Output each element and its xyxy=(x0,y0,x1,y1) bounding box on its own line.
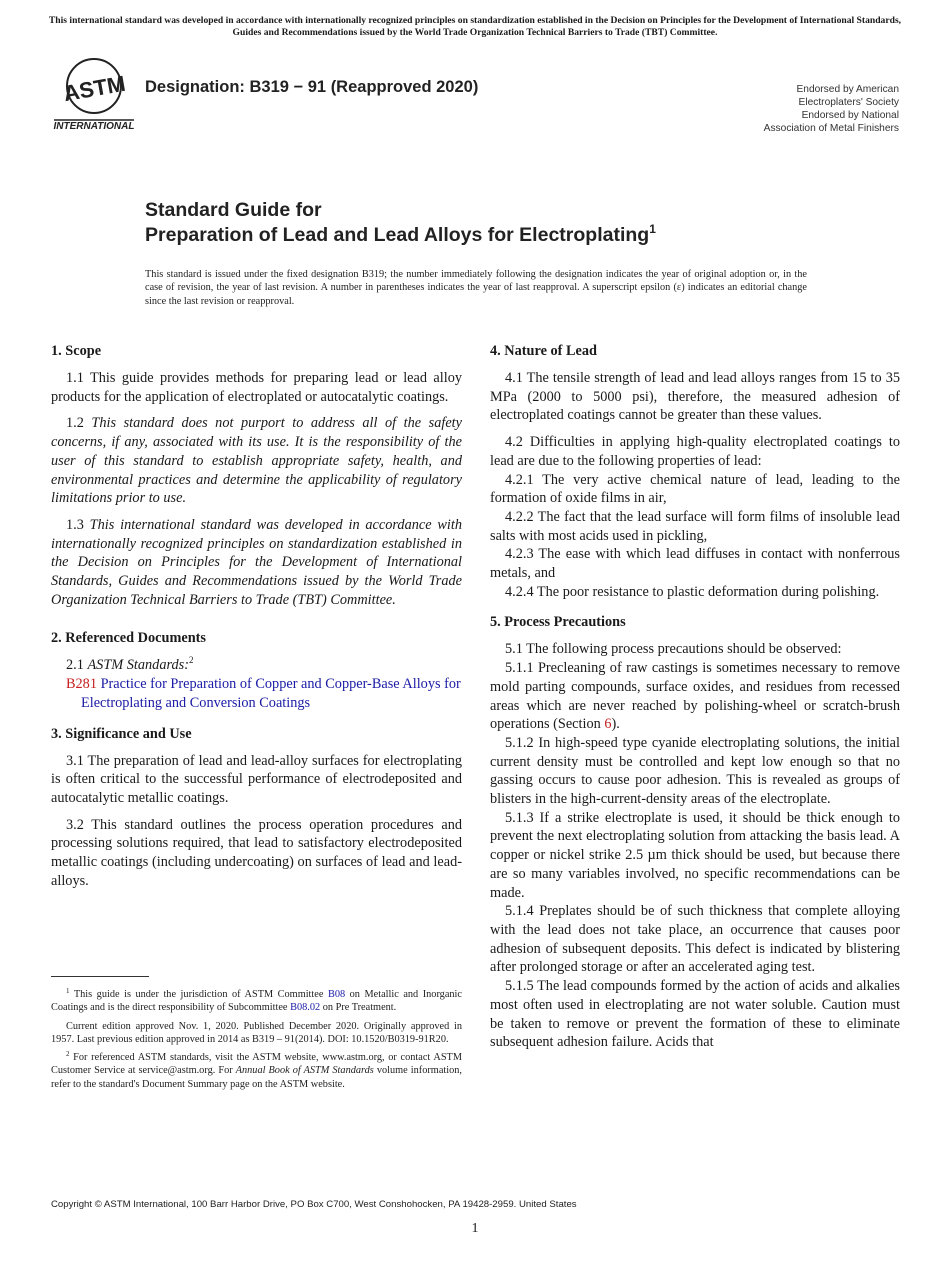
paragraph-4-2-2: 4.2.2 The fact that the lead surface will form films of insoluble lead salts with most acids used in pickling, xyxy=(490,508,900,544)
title-line-2 xyxy=(145,223,845,248)
footnote-text: volume information, refer to the standard's Document Summary page on the ASTM website. xyxy=(51,1065,462,1090)
paragraph-5-1: 5.1 The following process precautions should be observed: xyxy=(505,641,842,658)
paragraph-4-2: 4.2 Difficulties in applying high-quality electroplated coatings to lead are due to the following properties of lead: xyxy=(490,434,900,469)
footnotes xyxy=(51,988,462,1096)
section-link[interactable]: 6 xyxy=(604,716,612,733)
para-text: 5.1.1 Precleaning of raw castings is sometimes necessary to remove mold parting compounds, surface oxides, and residues from recessed areas which are never reached by polishing-wheel or scratch-brush operations (Section xyxy=(490,660,900,733)
logo-subtext: INTERNATIONAL xyxy=(53,121,135,132)
logo-text: ASTM xyxy=(61,70,128,107)
paragraph-1-1: 1.1 This guide provides methods for preparing lead or lead alloy products for the application of electroplated or autocatalytic coatings. xyxy=(51,370,462,405)
footnote-text: on Pre Treatment. xyxy=(320,1002,397,1014)
section-heading-significance: 3. Significance and Use xyxy=(51,725,192,742)
paragraph-5-1-1 xyxy=(490,659,900,734)
footnote-text: on Metallic and Inorganic Coatings and is the direct responsibility of Subcommittee xyxy=(51,989,462,1014)
footnote-2 xyxy=(51,1051,462,1091)
para-number: 1.2 xyxy=(66,415,92,432)
footnote-mark: 2 xyxy=(66,1050,70,1059)
endorsement-line: Endorsed by National xyxy=(801,110,899,121)
left-column xyxy=(51,342,462,898)
paragraph-4-2-3: 4.2.3 The ease with which lead diffuses in contact with nonferrous metals, and xyxy=(490,546,900,582)
section-heading-referenced-documents: 2. Referenced Documents xyxy=(51,630,206,647)
reference-title[interactable]: Practice for Preparation of Copper and Copper-Base Alloys for Electroplating and Conversion Coatings xyxy=(81,676,461,711)
section-heading-nature-of-lead: 4. Nature of Lead xyxy=(490,343,597,359)
para-number: 2.1 xyxy=(66,657,88,674)
para-text: ). xyxy=(611,716,620,733)
endorsement-line: Electroplaters' Society xyxy=(798,97,899,108)
endorsements xyxy=(639,83,899,135)
paragraph-4-1: 4.1 The tensile strength of lead and lead alloys ranges from 15 to 35 MPa (2000 to 5000 psi), therefore, the measured adhesion of electroplated coatings cannot be greater than these values. xyxy=(490,370,900,424)
endorsement-line: Association of Metal Finishers xyxy=(763,123,899,134)
paragraph-5-1-4: 5.1.4 Preplates should be of such thickness that complete alloying with the lead does not take place, an occurrence that causes poor adhesion of subsequent deposits. This defect is indicated by blistering after prolonged storage or after an accelerated aging test. xyxy=(490,903,900,976)
paragraph-5-1-3: 5.1.3 If a strike electroplate is used, it should be thick enough to prevent the next electroplating solution from attacking the basis lead. A copper or nickel strike 2.5 µm thick should be used, but because there are so many variables involved, no specific recommendations can be made. xyxy=(490,809,900,901)
paragraph-3-2: 3.2 This standard outlines the process operation procedures and processing solutions required, that lead to satisfactory electrodeposited metallic coatings (including undercoating) on surfaces of lead and lead-alloys. xyxy=(51,816,462,889)
astm-logo-icon xyxy=(52,56,136,134)
paragraph-5-1-5: 5.1.5 The lead compounds formed by the action of acids and alkalies most often used in electroplating are not water soluble. Caution must be taken to remove or prevent the formation of these to eliminate subsequent adhesion failure. Acids that xyxy=(490,978,900,1051)
issue-notice: This standard is issued under the fixed designation B319; the number immediately following the designation indicates the year of original adoption or, in the case of revision, the year of last revision. A number in parentheses indicates the year of last reapproval. A superscript epsilon (ε) indicates an editorial change since the last revision or reapproval. xyxy=(145,269,807,307)
reference-b281[interactable] xyxy=(51,675,462,712)
subcommittee-link[interactable]: B08.02 xyxy=(290,1002,321,1014)
footnote-text: This guide is under the jurisdiction of ASTM Committee xyxy=(69,989,328,1000)
title-footnote-mark: 1 xyxy=(649,222,656,236)
section-heading-scope: 1. Scope xyxy=(51,343,102,359)
paragraph-1-3 xyxy=(51,516,462,610)
designation: Designation: B319 − 91 (Reapproved 2020) xyxy=(145,78,479,96)
endorsement-line: Endorsed by American xyxy=(796,84,899,95)
footnote-mark: 1 xyxy=(66,987,70,995)
footnote-mark: 2 xyxy=(189,655,194,666)
para-text: This international standard was developed in accordance with internationally recognized principles on standardization established in the Decision on Principles for the Development of International Standards, Guides and Recommendations issued by the World Trade Organization Technical Barriers to Trade (TBT) Committee. xyxy=(51,516,462,608)
title-line-1: Standard Guide for xyxy=(145,199,322,221)
page-number: 1 xyxy=(471,1221,479,1236)
paragraph-3-1: 3.1 The preparation of lead and lead-alloy surfaces for electroplating is often critical to the successful performance of electrodeposited and autocatalytic metallic coatings. xyxy=(51,752,462,806)
footnote-divider xyxy=(51,976,149,977)
paragraph-5-1-2: 5.1.2 In high-speed type cyanide electroplating solutions, the initial current density must be controlled and kept low enough so that no gassing occurs to cause poor adhesion. This is revealed as groups of blisters in the high-current-density areas of the electroplate. xyxy=(490,734,900,808)
paragraph-4-2-1: 4.2.1 The very active chemical nature of lead, leading to the formation of oxide films in air, xyxy=(490,471,900,507)
document-title xyxy=(145,198,845,248)
footnote-italic: Annual Book of ASTM Standards xyxy=(235,1065,374,1077)
right-column xyxy=(490,342,900,1052)
paragraph-4-2-4: 4.2.4 The poor resistance to plastic deformation during polishing. xyxy=(505,583,880,600)
committee-link[interactable]: B08 xyxy=(327,989,346,1000)
section-heading-process-precautions: 5. Process Precautions xyxy=(490,614,626,631)
paragraph-1-2 xyxy=(51,414,462,508)
reference-code[interactable]: B281 xyxy=(66,676,97,693)
title-main: Preparation of Lead and Lead Alloys for Electroplating xyxy=(145,224,650,246)
footnote-edition: Current edition approved Nov. 1, 2020. Published December 2020. Originally approved in 1957. Last previous edition approved in 2014 as B319 – 91(2014). DOI: 10.1520/B0319-91R20. xyxy=(51,1020,462,1045)
footnote-text: For referenced ASTM standards, visit the ASTM website, www.astm.org, or contact ASTM Customer Service at service@astm.org. For xyxy=(51,1052,462,1077)
astm-standards-heading xyxy=(66,656,462,675)
para-text: This standard does not purport to address all of the safety concerns, if any, associated with its use. It is the responsibility of the user of this standard to establish appropriate safety, health, and environmental practices and determine the applicability of regulatory limitations prior to use. xyxy=(51,415,462,507)
footnote-1 xyxy=(51,988,462,1015)
para-number: 1.3 xyxy=(66,516,90,533)
standards-label: ASTM Standards: xyxy=(87,657,189,674)
copyright: Copyright © ASTM International, 100 Barr Harbor Drive, PO Box C700, West Conshohocken, PA 19428-2959. United States xyxy=(51,1199,577,1210)
top-notice: This international standard was developed in accordance with internationally recognized principles on standardization established in the Decision on Principles for the Development of International Standards, Guides and Recommendations issued by the World Trade Organization Technical Barriers to Trade (TBT) Committee. xyxy=(48,15,902,38)
